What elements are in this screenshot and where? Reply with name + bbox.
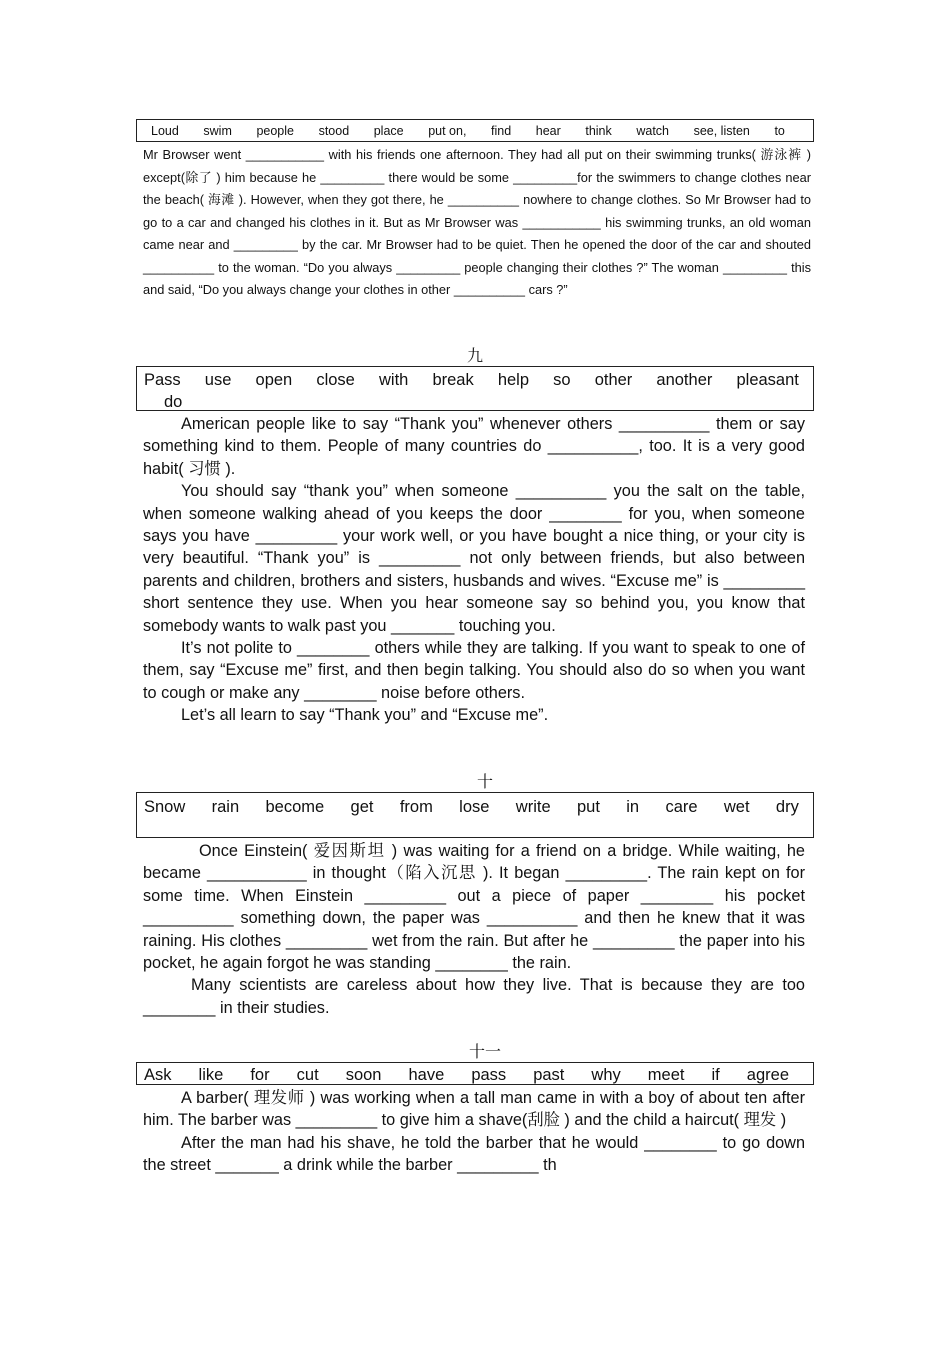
passage-9-paragraph: Let’s all learn to say “Thank you” and “Excuse me”.: [181, 706, 549, 725]
word: wet: [723, 798, 750, 816]
word: cut: [296, 1066, 319, 1084]
word: get: [350, 798, 374, 816]
word: care: [665, 798, 698, 816]
passage-11-paragraph: After the man had his shave, he told the barber that he would ________ to go down the street _______ a drink while the barber _________ th: [143, 1133, 805, 1175]
word-box-10: [136, 792, 814, 838]
passage-1: [143, 144, 811, 302]
word-box-11: [136, 1062, 814, 1085]
word: lose: [459, 798, 490, 816]
word: put on,: [428, 124, 467, 138]
word: Snow: [144, 798, 186, 816]
passage-1-text: Mr Browser went ___________ with his friends one afternoon. They had all put on their swimming trunks( 游泳裤 ) except(除了 ) him because he _________ there would be some _________for the swimmers to change clothes near the beach( 海滩 ). However, when they got there, he __________ nowhere to change clothes. So Mr Browser had to go to a car and changed his clothes in it. But as Mr Browser was ___________ his swimming trunks, an old woman came near and _________ by the car. Mr Browser had to be quiet. Then he opened the door of the car and shouted __________ to the woman. “Do you always _________ people changing their clothes ?” The woman _________ this and said, “Do you always change your clothes in other __________ cars ?”: [143, 147, 811, 297]
passage-11-paragraph: A barber( 理发师 ) was working when a tall man came in with a boy of about ten after him. The barber was _________ to give him a shave(刮脸 ) and the child a haircut( 理发 ): [143, 1089, 805, 1130]
word: use: [204, 371, 232, 389]
passage-9-paragraph: American people like to say “Thank you” whenever others __________ them or say something kind to them. People of many countries do __________, too. It is a very good habit( 习惯 ).: [143, 415, 805, 478]
word: meet: [647, 1066, 685, 1084]
word: soon: [345, 1066, 382, 1084]
word: watch: [636, 124, 669, 138]
word: Ask: [144, 1066, 172, 1084]
word: with: [378, 371, 409, 389]
section-heading-10: 十: [476, 774, 493, 791]
section-heading-9: 九: [466, 348, 483, 365]
word: swim: [203, 124, 232, 138]
word: help: [497, 371, 530, 389]
word: past: [533, 1066, 565, 1084]
word: to: [774, 124, 785, 138]
section-heading-11: 十一: [468, 1044, 501, 1061]
passage-11: [143, 1087, 805, 1177]
word: break: [432, 371, 474, 389]
word: from: [399, 798, 433, 816]
word: pleasant: [736, 371, 799, 389]
word: think: [585, 124, 612, 138]
word: see, listen: [693, 124, 750, 138]
word: become: [265, 798, 325, 816]
word: in: [626, 798, 640, 816]
word: pass: [471, 1066, 507, 1084]
word-box-1: [136, 119, 814, 142]
word: close: [316, 371, 355, 389]
word: so: [553, 371, 571, 389]
passage-9-paragraph: It’s not polite to ________ others while they are talking. If you want to speak to one of them, say “Excuse me” first, and then begin talking. You should also do so when you want to cough or make any ________ noise before others.: [143, 639, 805, 702]
passage-9: [143, 413, 805, 727]
word: have: [408, 1066, 445, 1084]
word: other: [594, 371, 633, 389]
word: put: [576, 798, 600, 816]
word-box-9: [136, 366, 814, 411]
word: people: [256, 124, 294, 138]
passage-10-paragraph: Once Einstein( 爱因斯坦 ) was waiting for a friend on a bridge. While waiting, he became ___________ in thought（陷入沉思 ). It began _________. The rain kept on for some time. When Einstein _________ out a piece of paper ________ his pocket __________ something down, the paper was __________ and then he knew that it was raining. His clothes _________ wet from the rain. But after he _________ the paper into his pocket, he again forgot he was standing ________ the rain.: [143, 842, 805, 973]
passage-10: [143, 840, 805, 1019]
word: place: [373, 124, 404, 138]
word: do: [164, 393, 183, 411]
word: if: [711, 1066, 720, 1084]
word: find: [491, 124, 512, 138]
word: why: [591, 1066, 621, 1084]
word: open: [255, 371, 293, 389]
passage-9-paragraph: You should say “thank you” when someone __________ you the salt on the table, when someone walking ahead of you keeps the door ________ for you, when someone says you have _________ your work well, or you have bought a nice thing, or your city is very beautiful. “Thank you” is _________ not only between friends, but also between parents and children, brothers and sisters, husbands and wives. “Excuse me” is _________ short sentence they use. When you hear someone say so behind you, you know that somebody wants to walk past you _______ touching you.: [143, 482, 805, 635]
word: Loud: [151, 124, 179, 138]
word: for: [250, 1066, 270, 1084]
word: like: [198, 1066, 224, 1084]
word: rain: [211, 798, 240, 816]
word: another: [656, 371, 713, 389]
word: hear: [535, 124, 561, 138]
word: write: [515, 798, 551, 816]
passage-10-paragraph: Many scientists are careless about how they live. That is because they are too ________ in their studies.: [143, 976, 805, 1017]
word: dry: [775, 798, 799, 816]
word: stood: [318, 124, 350, 138]
word: agree: [746, 1066, 789, 1084]
word: Pass: [144, 371, 181, 389]
